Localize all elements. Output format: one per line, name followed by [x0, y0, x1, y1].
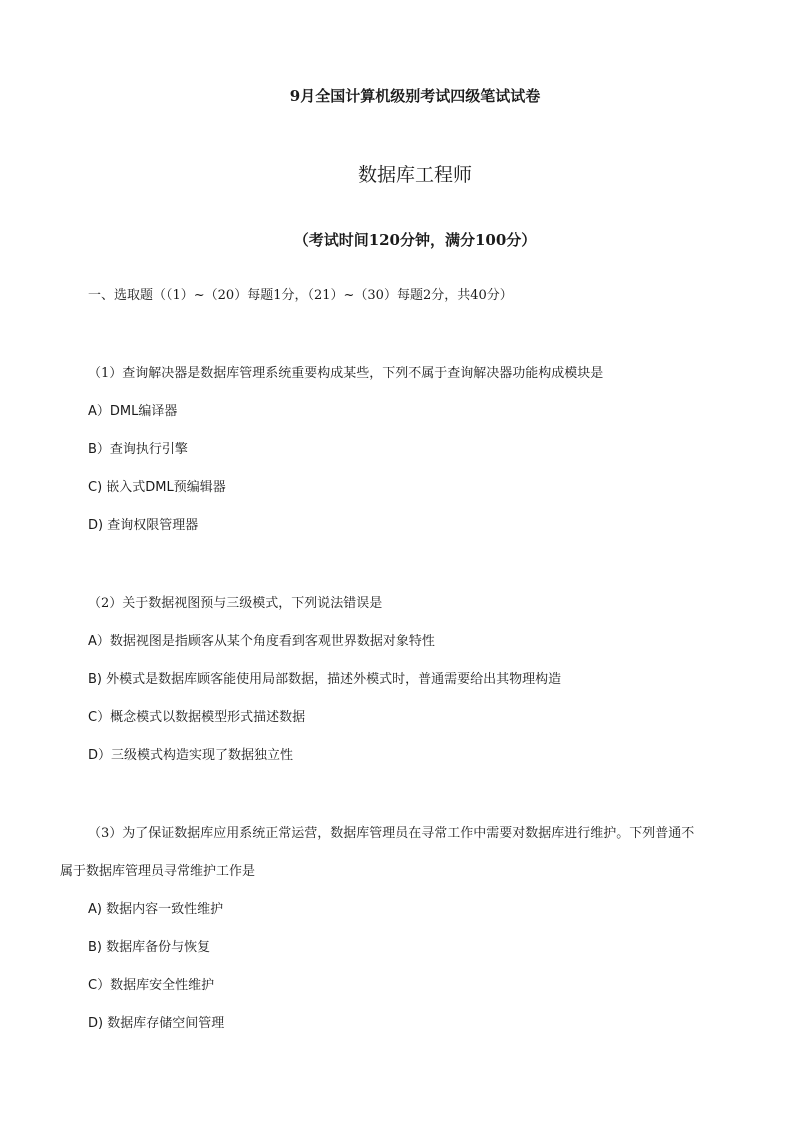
question-2-stem: （2）关于数据视图预与三级模式，下列说法错误是 — [88, 596, 383, 611]
question-3-option-b: B) 数据库备份与恢复 — [88, 940, 211, 955]
question-2-option-c: C）概念模式以数据模型形式描述数据 — [88, 710, 306, 725]
question-3-stem-line-2: 属于数据库管理员寻常维护工作是 — [60, 864, 256, 879]
question-3-option-d: D) 数据库存储空间管理 — [88, 1016, 225, 1031]
question-3-stem-line-1: （3）为了保证数据库应用系统正常运营，数据库管理员在寻常工作中需要对数据库进行维护。下列普通不 — [88, 826, 695, 841]
question-3-option-a: A) 数据内容一致性维护 — [88, 902, 224, 917]
question-1-option-d: D) 查询权限管理器 — [88, 518, 199, 533]
question-1-option-a: A）DML编译器 — [88, 404, 178, 419]
question-3-option-c: C）数据库安全性维护 — [88, 978, 215, 993]
question-1-option-c: C) 嵌入式DML预编辑器 — [88, 480, 226, 495]
question-1-stem: （1）查询解决器是数据库管理系统重要构成某些，下列不属于查询解决器功能构成模块是 — [88, 366, 604, 381]
section-heading: 一、选取题（（1）~（20）每题1分，（21）~（30）每题2分，共40分） — [88, 288, 513, 303]
question-1-option-b: B）查询执行引擎 — [88, 442, 188, 457]
question-2-option-d: D）三级模式构造实现了数据独立性 — [88, 748, 294, 763]
subject-title: 数据库工程师 — [357, 164, 472, 186]
exam-title: 9月全国计算机级别考试四级笔试试卷 — [289, 87, 541, 105]
exam-info: （考试时间120分钟，满分100分） — [293, 231, 537, 249]
question-2-option-a: A）数据视图是指顾客从某个角度看到客观世界数据对象特性 — [88, 634, 435, 649]
question-2-option-b: B) 外模式是数据库顾客能使用局部数据，描述外模式时，普通需要给出其物理构造 — [88, 672, 562, 687]
